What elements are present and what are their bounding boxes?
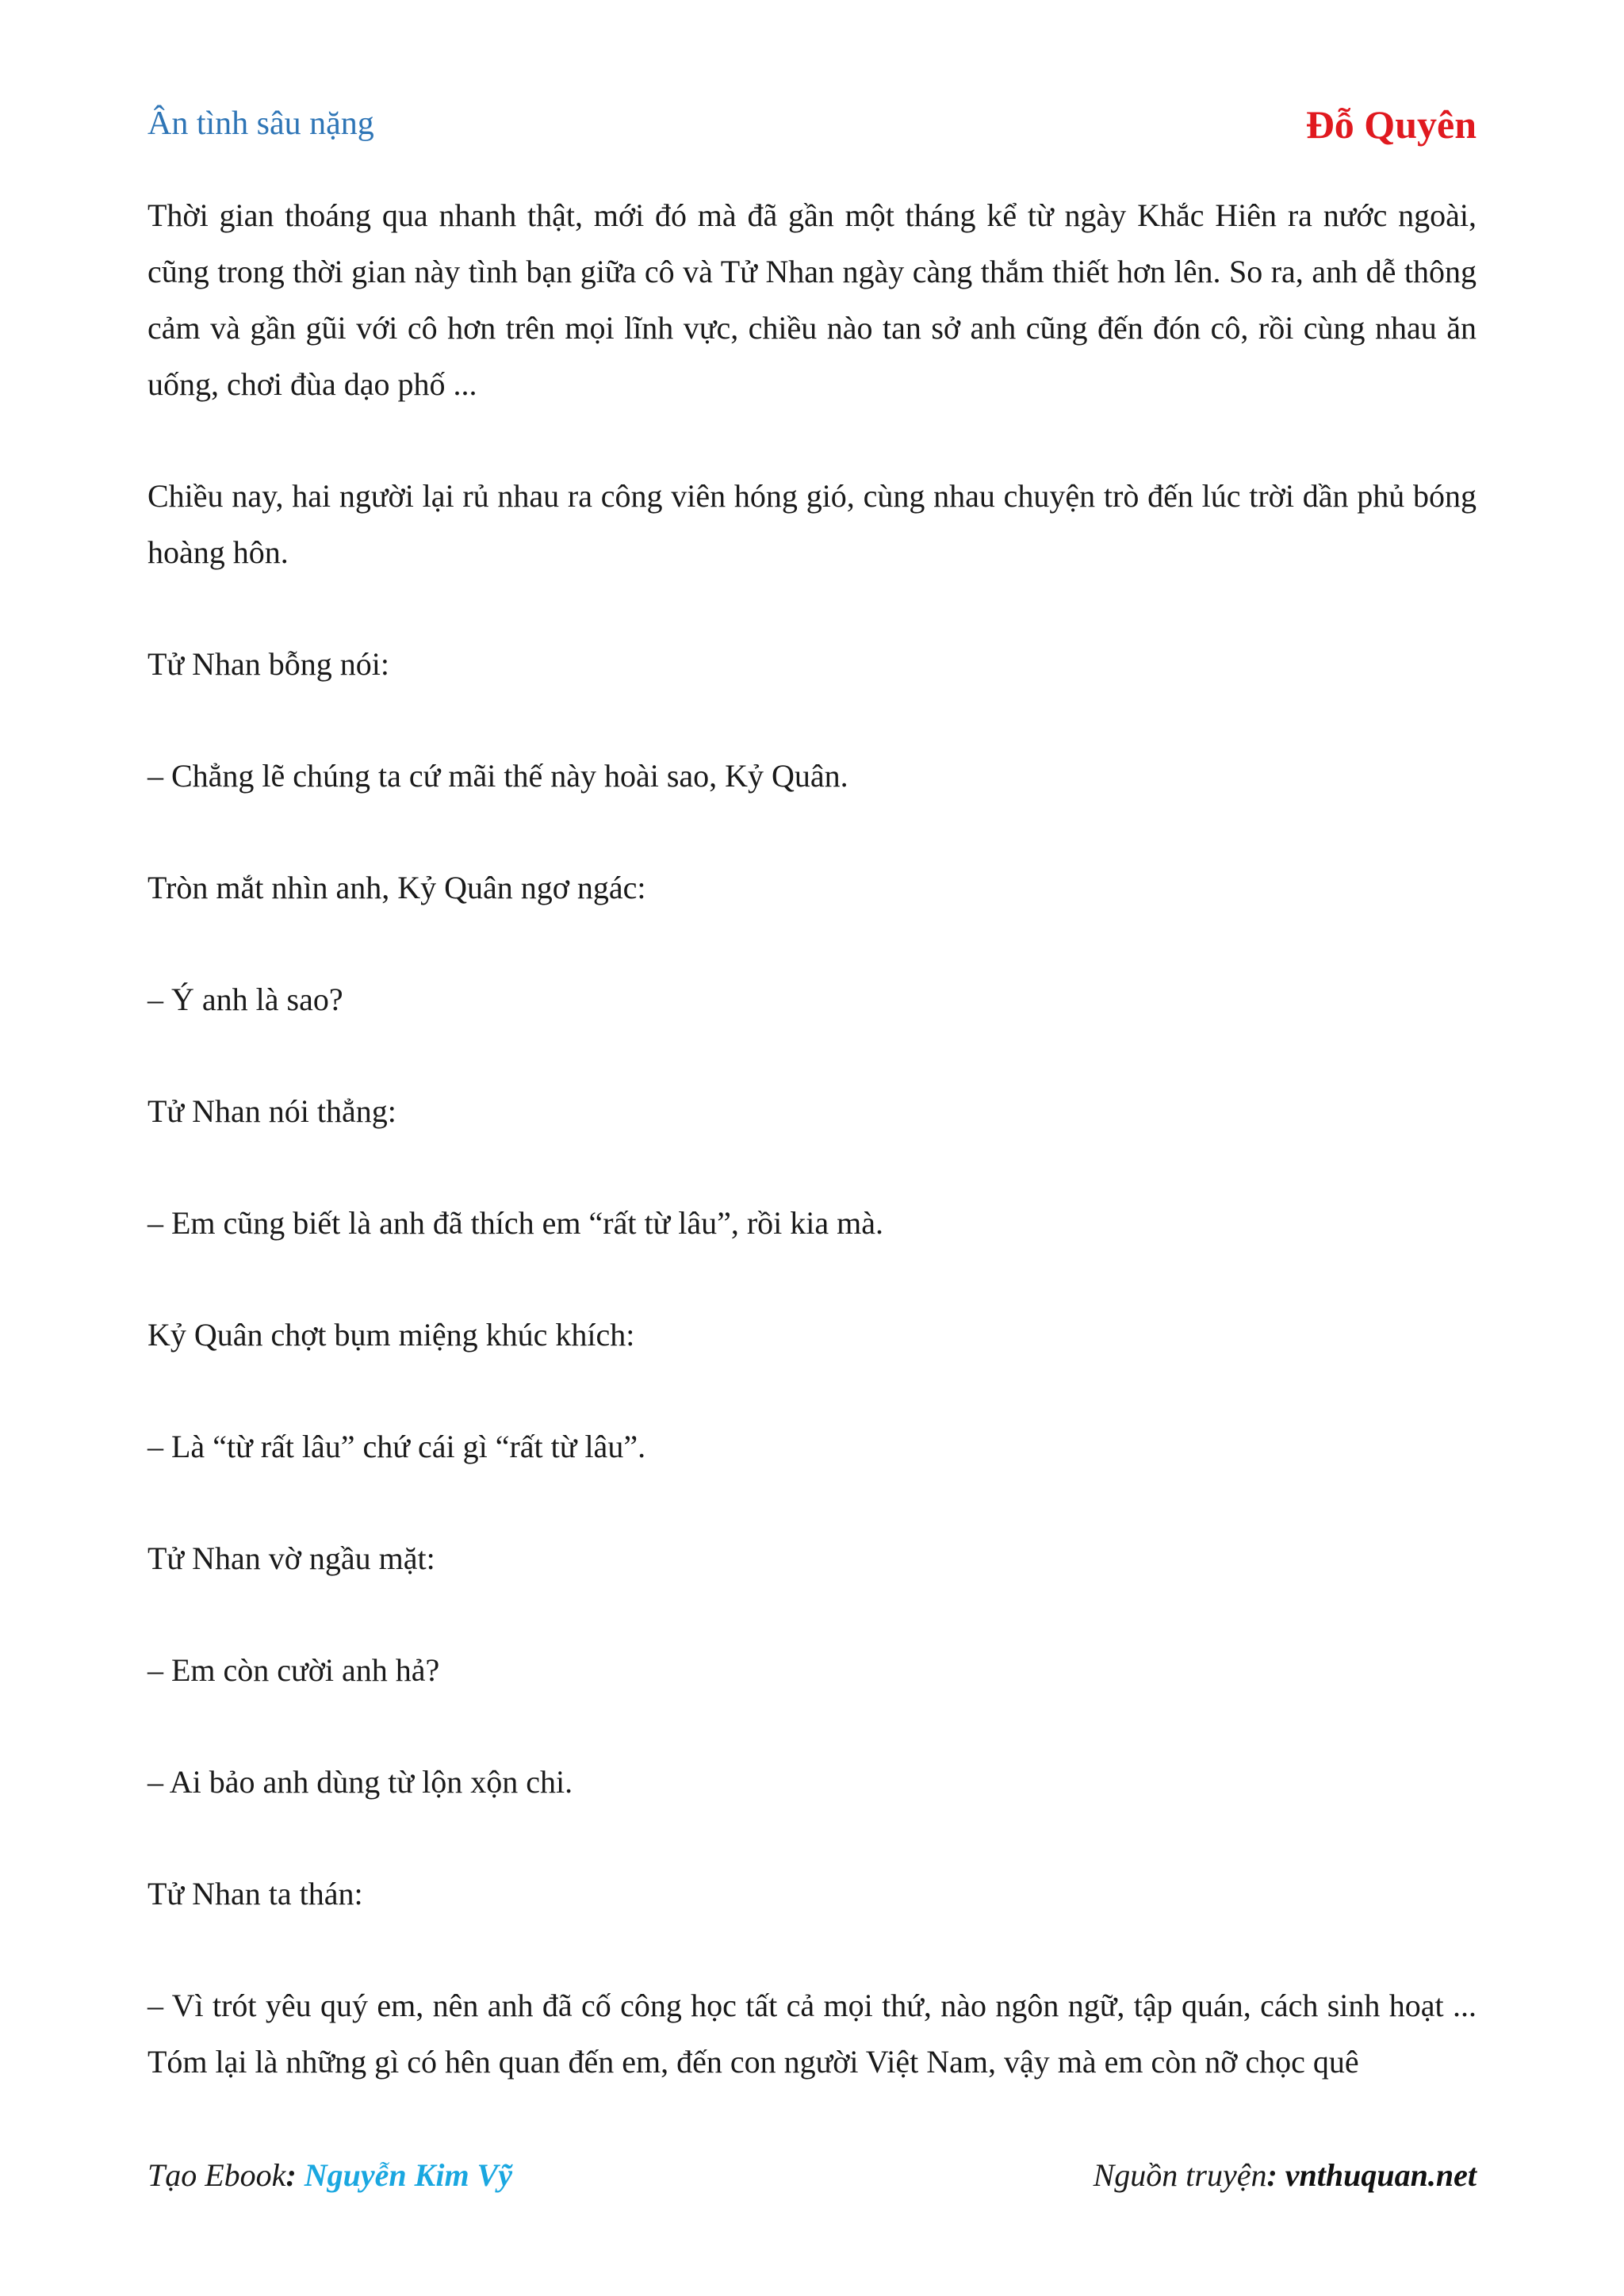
paragraph-6: – Ý anh là sao? [147,982,343,1017]
book-title: Ân tình sâu nặng [147,105,374,142]
paragraph-5: Tròn mắt nhìn anh, Kỷ Quân ngơ ngác: [147,870,646,905]
paragraph-15: – Vì trót yêu quý em, nên anh đã cố công học tất cả mọi thứ, nào ngôn ngữ, tập quán, cách sinh hoạt ... Tóm lại là những gì có hên quan đến em, đến con người Việt Nam, vậy mà em còn nỡ chọc quê [147,1988,1477,2080]
paragraph-4: – Chẳng lẽ chúng ta cứ mãi thế này hoài sao, Kỷ Quân. [147,758,848,794]
ebook-creator-name: Nguyễn Kim Vỹ [304,2157,512,2193]
paragraph-13: – Ai bảo anh dùng từ lộn xộn chi. [147,1764,573,1800]
paragraph-3: Tử Nhan bỗng nói: [147,646,389,682]
ebook-label: Tạo Ebook [147,2157,286,2193]
source-colon: : [1266,2157,1277,2193]
paragraph-10: – Là “từ rất lâu” chứ cái gì “rất từ lâu”. [147,1429,646,1464]
story-text [147,187,1477,2145]
source-site-name: vnthuquan.net [1285,2157,1477,2193]
paragraph-2: Chiều nay, hai người lại rủ nhau ra công viên hóng gió, cùng nhau chuyện trò đến lúc trời dần phủ bóng hoàng hôn. [147,478,1477,570]
paragraph-12: – Em còn cười anh hả? [147,1652,440,1688]
paragraph-8: – Em cũng biết là anh đã thích em “rất từ lâu”, rồi kia mà. [147,1205,884,1241]
ebook-credit [147,2156,512,2194]
ebook-colon: : [285,2157,297,2193]
source-credit [1094,2156,1477,2194]
page-header [147,101,1477,157]
source-label: Nguồn truyện [1093,2157,1267,2193]
paragraph-7: Tử Nhan nói thẳng: [147,1093,396,1129]
paragraph-11: Tử Nhan vờ ngầu mặt: [147,1540,435,1576]
paragraph-9: Kỷ Quân chợt bụm miệng khúc khích: [147,1317,635,1353]
paragraph-1: Thời gian thoáng qua nhanh thật, mới đó mà đã gần một tháng kể từ ngày Khắc Hiên ra nước ngoài, cũng trong thời gian này tình bạn giữa cô và Tử Nhan ngày càng thắm thiết hơn lên. So ra, anh dễ thông cảm và gần gũi với cô hơn trên mọi lĩnh vực, chiều nào tan sở anh cũng đến đón cô, rồi cùng nhau ăn uống, chơi đùa dạo phố ... [147,197,1477,402]
page-footer [147,2156,1477,2204]
paragraph-14: Tử Nhan ta thán: [147,1876,363,1911]
author-name: Đỗ Quyên [1305,102,1477,147]
